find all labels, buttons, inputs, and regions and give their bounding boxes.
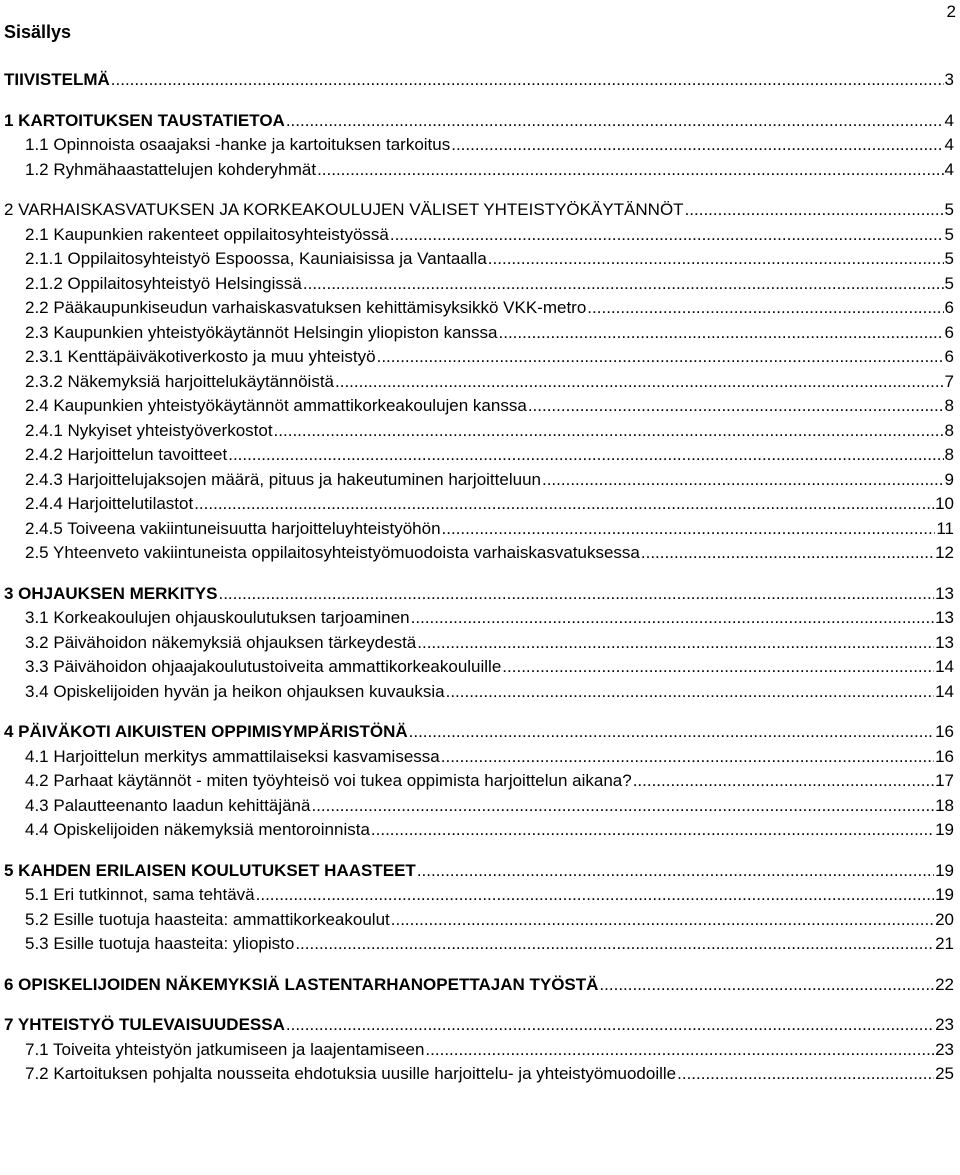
toc-entry-label: 5 KAHDEN ERILAISEN KOULUTUKSET HAASTEET — [4, 860, 416, 880]
toc-entry-page: 4 — [944, 159, 954, 179]
toc-entry[interactable] — [4, 818, 954, 843]
toc-entry-label: 2.4 Kaupunkien yhteistyökäytännöt ammattikorkeakoulujen kanssa — [25, 396, 527, 415]
toc-entry[interactable] — [4, 133, 954, 158]
toc-entry-label: 2.4.3 Harjoittelujaksojen määrä, pituus ja hakeutuminen harjoitteluun — [25, 469, 541, 489]
toc-entry-page: 20 — [935, 909, 954, 929]
dot-leader — [295, 932, 934, 957]
toc-entry-label: 3 OHJAUKSEN MERKITYS — [4, 583, 218, 603]
dot-leader — [417, 859, 934, 884]
toc-entry-page: 19 — [935, 820, 954, 839]
toc-entry-page: 12 — [935, 543, 954, 562]
toc-entry[interactable] — [4, 631, 954, 656]
dot-leader — [499, 321, 944, 346]
dot-leader — [442, 517, 936, 542]
toc-entry-page: 6 — [944, 322, 954, 342]
dot-leader — [286, 109, 944, 134]
toc-entry[interactable] — [4, 680, 954, 705]
toc-entry[interactable] — [4, 908, 954, 933]
toc-entry-page: 4 — [944, 135, 954, 154]
dot-leader — [417, 631, 934, 656]
dot-leader — [446, 680, 934, 705]
dot-leader — [411, 606, 934, 631]
toc-entry-page: 5 — [944, 249, 954, 268]
toc-entry[interactable] — [4, 68, 954, 93]
dot-leader — [111, 68, 944, 93]
toc-entry[interactable] — [4, 296, 954, 321]
dot-leader — [488, 247, 944, 272]
toc-entry-label: 2.4.2 Harjoittelun tavoitteet — [25, 445, 228, 464]
toc-entry-page: 19 — [935, 885, 954, 904]
toc-entry-label: 2.4.4 Harjoittelutilastot — [25, 494, 194, 513]
toc-entry-page: 10 — [935, 494, 954, 513]
toc-entry-page: 4 — [944, 110, 954, 130]
toc-entry[interactable] — [4, 1038, 954, 1063]
toc-entry-label: 1.2 Ryhmähaastattelujen kohderyhmät — [25, 159, 317, 179]
dot-leader — [599, 973, 934, 998]
toc-entry-label: 2.2 Pääkaupunkiseudun varhaiskasvatuksen kehittämisyksikkö VKK-metro — [25, 298, 587, 317]
dot-leader — [409, 720, 934, 745]
toc-entry[interactable] — [4, 655, 954, 680]
toc-entry-label: 2.5 Yhteenveto vakiintuneista oppilaitosyhteistyömuodoista varhaiskasvatuksessa — [25, 543, 640, 562]
toc-entry-page: 17 — [935, 771, 954, 790]
toc-entry[interactable] — [4, 109, 954, 134]
toc-entry-label: 2.1.2 Oppilaitosyhteistyö Helsingissä — [25, 273, 302, 293]
toc-entry[interactable] — [4, 198, 954, 223]
toc-entry-page: 8 — [944, 445, 954, 464]
toc-entry-page: 13 — [935, 632, 954, 652]
toc-entry-label: 5.1 Eri tutkinnot, sama tehtävä — [25, 885, 255, 904]
toc-entry-label: 5.3 Esille tuotuja haasteita: yliopisto — [25, 934, 295, 953]
toc-entry-label: 7.2 Kartoituksen pohjalta nousseita ehdotuksia uusille harjoittelu- ja yhteistyömuodoille — [25, 1064, 677, 1083]
dot-leader — [256, 883, 934, 908]
dot-leader — [194, 492, 934, 517]
toc-entry[interactable] — [4, 582, 954, 607]
dot-leader — [335, 370, 944, 395]
toc-entry-label: 2.3.1 Kenttäpäiväkotiverkosto ja muu yhteistyö — [25, 347, 376, 366]
toc-entry[interactable] — [4, 492, 954, 517]
toc-entry-label: 6 OPISKELIJOIDEN NÄKEMYKSIÄ LASTENTARHANOPETTAJAN TYÖSTÄ — [4, 974, 599, 994]
toc-entry-label: 4.3 Palautteenanto laadun kehittäjänä — [25, 795, 311, 815]
toc-entry-label: 3.2 Päivähoidon näkemyksiä ohjauksen tärkeydestä — [25, 632, 417, 652]
toc-entry[interactable] — [4, 247, 954, 272]
dot-leader — [218, 582, 934, 607]
toc-entry[interactable] — [4, 419, 954, 444]
dot-leader — [641, 541, 934, 566]
toc-entry[interactable] — [4, 745, 954, 770]
toc-entry-label: 2.4.1 Nykyiset yhteistyöverkostot — [25, 420, 273, 440]
toc-entry-label: 3.3 Päivähoidon ohjaajakoulutustoiveita ammattikorkeakouluille — [25, 657, 502, 676]
toc-entry-page: 16 — [935, 722, 954, 741]
toc-entry[interactable] — [4, 541, 954, 566]
dot-leader — [303, 272, 944, 297]
toc-entry[interactable] — [4, 158, 954, 183]
toc-entry-label: 1 KARTOITUKSEN TAUSTATIETOA — [4, 110, 285, 130]
toc-entry-page: 16 — [935, 746, 954, 766]
table-of-contents — [4, 68, 954, 1087]
toc-entry-label: 4.2 Parhaat käytännöt - miten työyhteisö voi tukea oppimista harjoittelun aikana? — [25, 771, 632, 790]
dot-leader — [528, 394, 944, 419]
toc-entry-label: 4.1 Harjoittelun merkitys ammattilaiseksi kasvamisessa — [25, 746, 440, 766]
toc-entry[interactable] — [4, 517, 954, 542]
dot-leader — [391, 908, 934, 933]
dot-leader — [286, 1013, 934, 1038]
toc-entry-page: 8 — [944, 420, 954, 440]
dot-leader — [390, 223, 944, 248]
toc-entry-page: 25 — [935, 1064, 954, 1083]
toc-entry[interactable] — [4, 1013, 954, 1038]
toc-entry-label: 2.1.1 Oppilaitosyhteistyö Espoossa, Kauniaisissa ja Vantaalla — [25, 249, 487, 268]
page-number: 2 — [946, 2, 956, 21]
toc-entry-page: 5 — [944, 200, 954, 219]
toc-entry-page: 19 — [935, 860, 954, 880]
toc-entry-page: 13 — [935, 608, 954, 627]
dot-leader — [451, 133, 943, 158]
toc-entry-page: 11 — [936, 518, 954, 538]
toc-entry[interactable] — [4, 606, 954, 631]
dot-leader — [587, 296, 943, 321]
toc-entry[interactable] — [4, 468, 954, 493]
toc-entry[interactable] — [4, 370, 954, 395]
toc-entry-page: 23 — [935, 1039, 954, 1059]
toc-entry-label: 7.1 Toiveita yhteistyön jatkumiseen ja laajentamiseen — [25, 1039, 425, 1059]
toc-entry-page: 13 — [935, 583, 954, 603]
toc-entry[interactable] — [4, 769, 954, 794]
toc-entry-label: 2.3 Kaupunkien yhteistyökäytännöt Helsingin yliopiston kanssa — [25, 322, 498, 342]
dot-leader — [633, 769, 934, 794]
dot-leader — [677, 1062, 934, 1087]
toc-entry[interactable] — [4, 859, 954, 884]
toc-entry-page: 3 — [944, 70, 954, 89]
toc-entry-page: 9 — [944, 469, 954, 489]
toc-entry-page: 6 — [944, 347, 954, 366]
dot-leader — [228, 443, 943, 468]
toc-entry[interactable] — [4, 345, 954, 370]
toc-entry[interactable] — [4, 973, 954, 998]
dot-leader — [274, 419, 944, 444]
toc-entry[interactable] — [4, 932, 954, 957]
toc-entry-page: 23 — [935, 1015, 954, 1034]
toc-entry[interactable] — [4, 272, 954, 297]
dot-leader — [377, 345, 944, 370]
toc-entry[interactable] — [4, 394, 954, 419]
toc-entry-label: 2.1 Kaupunkien rakenteet oppilaitosyhteistyössä — [25, 224, 389, 244]
toc-entry-page: 22 — [935, 974, 954, 994]
dot-leader — [371, 818, 934, 843]
toc-entry-label: 2.4.5 Toiveena vakiintuneisuutta harjoitteluyhteistyöhön — [25, 518, 441, 538]
toc-entry-page: 5 — [944, 224, 954, 244]
toc-entry[interactable] — [4, 1062, 954, 1087]
toc-entry-page: 14 — [935, 681, 954, 701]
toc-entry-page: 6 — [944, 298, 954, 317]
toc-entry-label: 4.4 Opiskelijoiden näkemyksiä mentoroinnista — [25, 820, 370, 839]
toc-entry[interactable] — [4, 794, 954, 819]
toc-entry-label: 2.3.2 Näkemyksiä harjoittelukäytännöistä — [25, 371, 334, 391]
toc-entry-label: 1.1 Opinnoista osaajaksi -hanke ja kartoituksen tarkoitus — [25, 135, 451, 154]
toc-entry-label: 3.4 Opiskelijoiden hyvän ja heikon ohjauksen kuvauksia — [25, 681, 445, 701]
toc-entry-label: 4 PÄIVÄKOTI AIKUISTEN OPPIMISYMPÄRISTÖNÄ — [4, 722, 408, 741]
dot-leader — [317, 158, 943, 183]
toc-entry[interactable] — [4, 883, 954, 908]
dot-leader — [441, 745, 934, 770]
toc-entry[interactable] — [4, 720, 954, 745]
toc-entry-label: 7 YHTEISTYÖ TULEVAISUUDESSA — [4, 1015, 285, 1034]
toc-entry-label: TIIVISTELMÄ — [4, 70, 110, 89]
toc-title: Sisällys — [4, 22, 72, 42]
toc-entry-page: 5 — [944, 273, 954, 293]
dot-leader — [311, 794, 934, 819]
toc-entry-page: 8 — [944, 396, 954, 415]
dot-leader — [685, 198, 944, 223]
dot-leader — [542, 468, 944, 493]
toc-entry-label: 2 VARHAISKASVATUKSEN JA KORKEAKOULUJEN VÄLISET YHTEISTYÖKÄYTÄNNÖT — [4, 200, 684, 219]
toc-entry-page: 18 — [935, 795, 954, 815]
toc-entry-page: 14 — [935, 657, 954, 676]
dot-leader — [425, 1038, 934, 1063]
dot-leader — [502, 655, 934, 680]
toc-entry[interactable] — [4, 443, 954, 468]
toc-entry-page: 7 — [944, 371, 954, 391]
toc-entry[interactable] — [4, 223, 954, 248]
toc-entry-page: 21 — [935, 934, 954, 953]
toc-entry-label: 3.1 Korkeakoulujen ohjauskoulutuksen tarjoaminen — [25, 608, 410, 627]
toc-entry[interactable] — [4, 321, 954, 346]
toc-entry-label: 5.2 Esille tuotuja haasteita: ammattikorkeakoulut — [25, 909, 390, 929]
